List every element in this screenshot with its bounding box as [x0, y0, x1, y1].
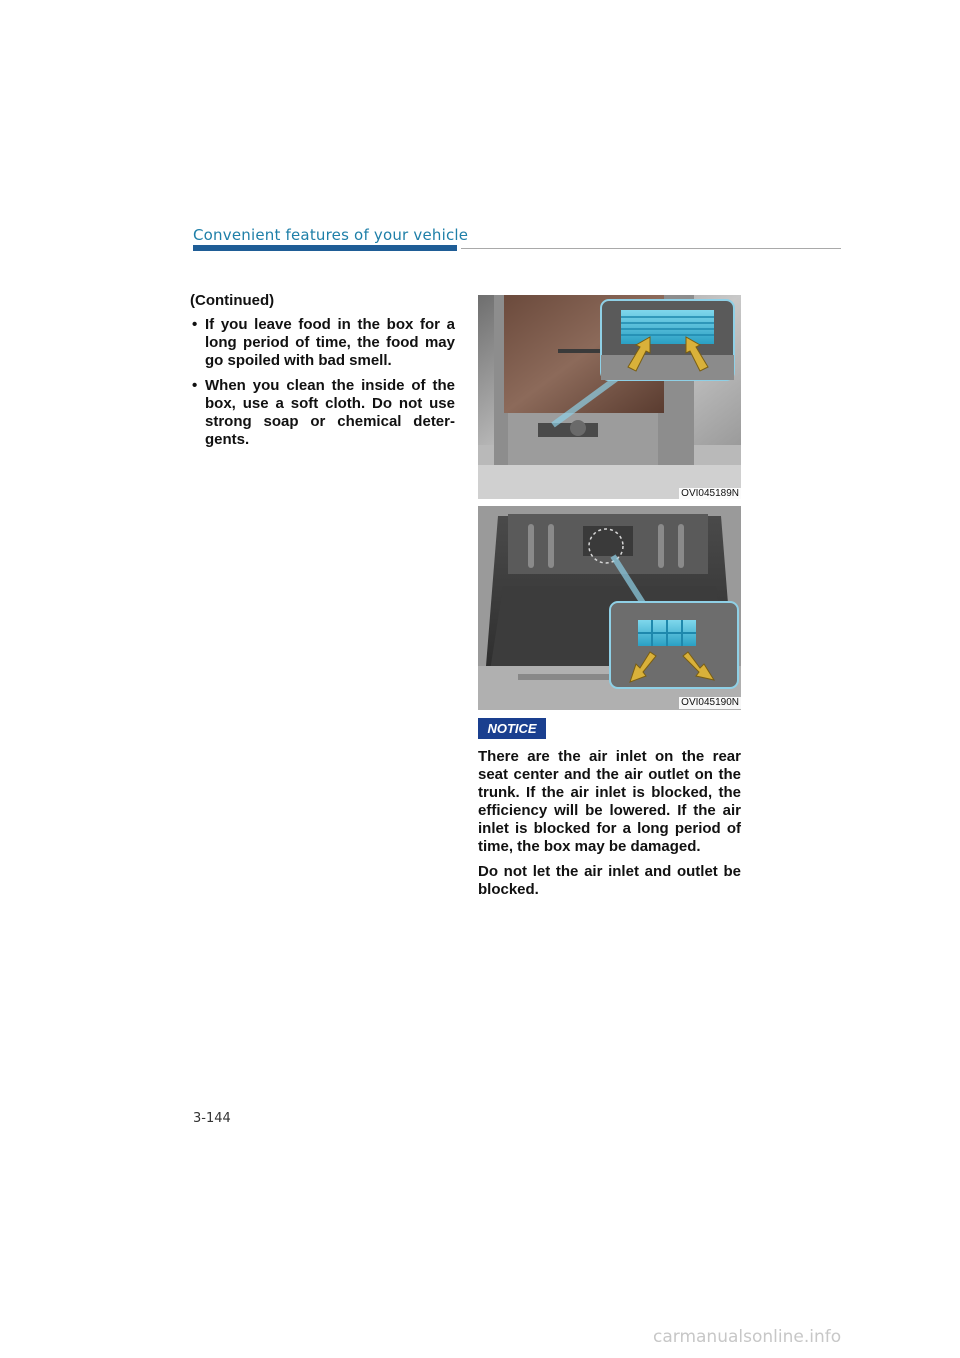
- section-header-rule: [461, 248, 841, 249]
- left-column: [190, 292, 455, 456]
- section-header-bar: [193, 245, 457, 251]
- section-header-title: Convenient features of your vehicle: [193, 226, 469, 244]
- bullet-dot: •: [192, 316, 198, 333]
- watermark: carmanualsonline.info: [653, 1327, 842, 1347]
- bullet-text: If you leave food in the box for a long period of time, the food may go spoiled with bad smell.: [205, 316, 455, 369]
- bullet-dot: •: [192, 377, 198, 394]
- notice-badge: NOTICE: [478, 718, 546, 739]
- figure-trunk-air-outlet: [478, 506, 741, 710]
- bullet-item: [190, 377, 455, 449]
- notice-paragraph: There are the air inlet on the rear seat center and the air outlet on the trunk. If the air inlet is blocked, the efficiency will be lowered. If the air inlet is blocked for a long period of time, the box may be damaged.: [478, 748, 741, 855]
- rear-seat-illustration: [478, 295, 741, 499]
- caution-bullet-list: [190, 316, 455, 449]
- page-number: 3-144: [193, 1111, 231, 1126]
- figure-code: OVI045190N: [681, 697, 739, 708]
- notice-text: [478, 748, 741, 906]
- continued-label: (Continued): [190, 292, 275, 309]
- figure-code: OVI045189N: [681, 488, 739, 499]
- figure-rear-seat-air-inlet: [478, 295, 741, 499]
- trunk-illustration: [478, 506, 741, 710]
- bullet-text: When you clean the inside of the box, use a soft cloth. Do not use strong soap or chemical deter-gents.: [205, 377, 455, 448]
- notice-paragraph: Do not let the air inlet and outlet be blocked.: [478, 863, 741, 898]
- bullet-item: [190, 316, 455, 370]
